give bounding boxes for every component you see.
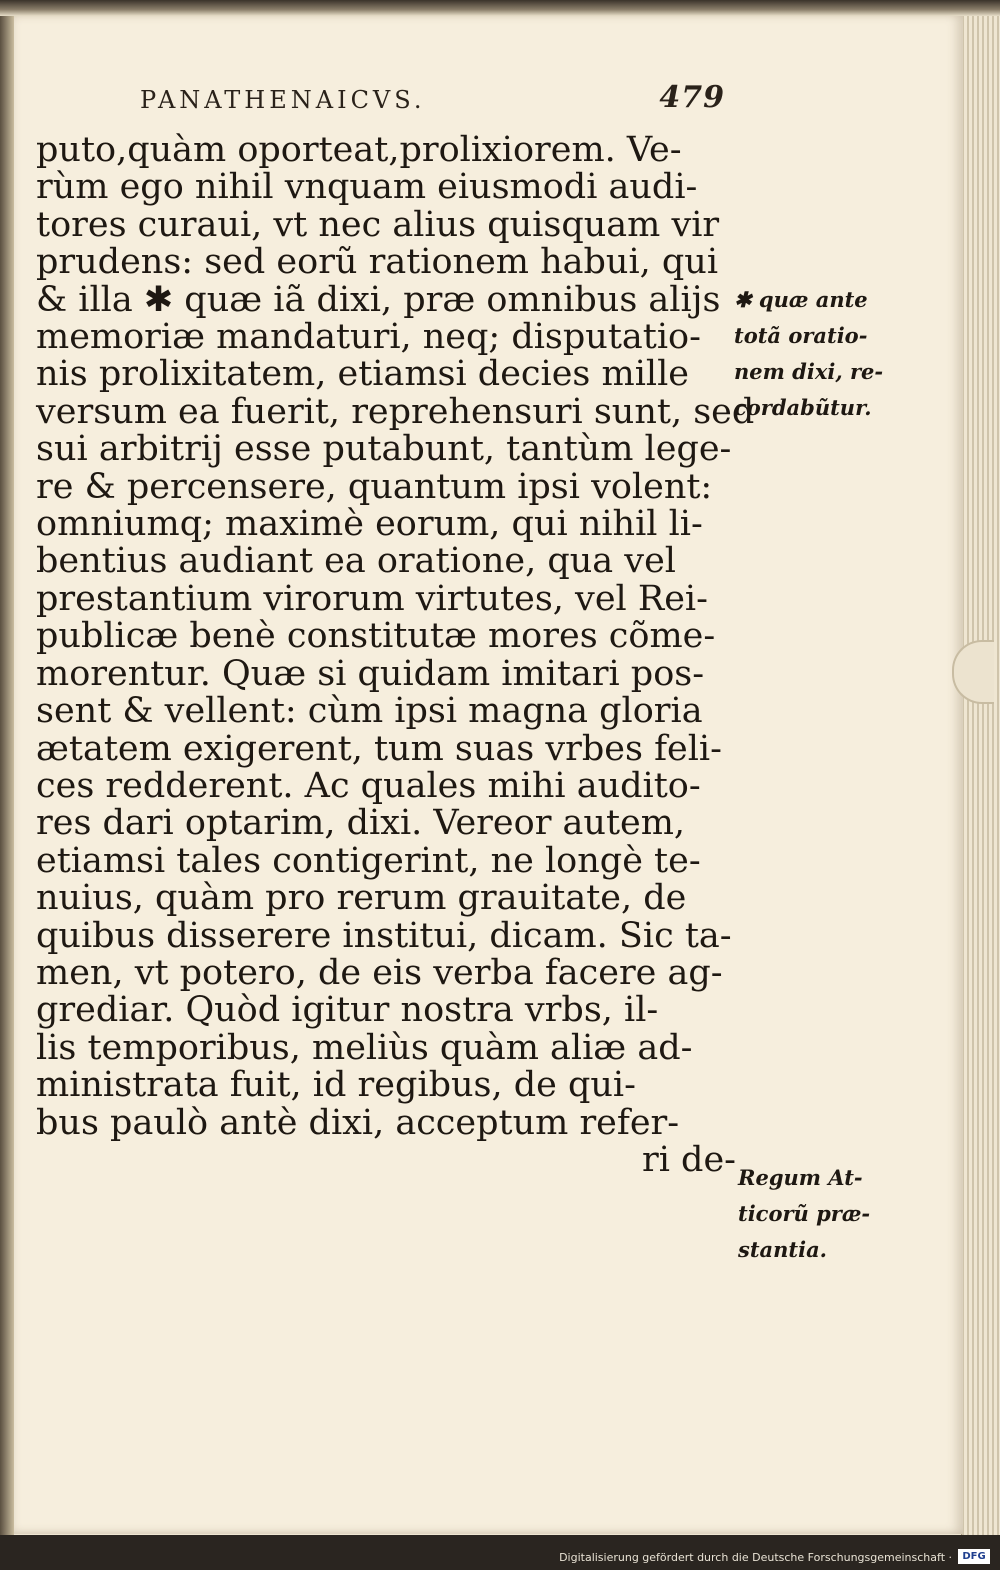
text-line: morentur. Quæ si quidam imitari pos- [36, 653, 705, 694]
page-stack-edge [961, 0, 1000, 1535]
text-line: ætatem exigerent, tum suas vrbes feli- [36, 728, 722, 769]
digitization-credit: Digitalisierung gefördert durch die Deutsche Forschungsgemeinschaft · [559, 1551, 952, 1564]
top-edge [0, 0, 1000, 16]
body-text [36, 130, 755, 1180]
text-line: lis temporibus, meliùs quàm aliæ ad- [36, 1027, 693, 1068]
margin-note-line: totã oratio- [734, 323, 868, 348]
text-line: memoriæ mandaturi, neq; disputatio- [36, 317, 701, 358]
margin-note-line: ticorũ præ- [738, 1201, 871, 1226]
text-line: nuius, quàm pro rerum grauitate, de [36, 878, 687, 919]
text-line: quibus disserere institui, dicam. Sic ta- [36, 915, 732, 956]
margin-note-line: stantia. [738, 1237, 827, 1262]
text-line: rùm ego nihil vnquam eiusmodi audi- [36, 167, 698, 208]
text-line: omniumq; maximè eorum, qui nihil li- [36, 504, 703, 545]
book-gutter [0, 0, 14, 1535]
text-line: sent & vellent: cùm ipsi magna gloria [36, 691, 703, 732]
margin-note-line: nem dixi, re- [734, 359, 884, 384]
text-line: etiamsi tales contigerint, ne longè te- [36, 840, 701, 881]
text-line: puto,quàm oporteat,prolixiorem. Ve- [36, 130, 682, 170]
margin-note-line: ✱ quæ ante [734, 287, 868, 312]
text-line: bentius audiant ea oratione, qua vel [36, 541, 676, 582]
dfg-logo: DFG [958, 1549, 990, 1564]
text-line: prudens: sed eorũ rationem habui, qui [36, 242, 719, 283]
text-line: ministrata fuit, id regibus, de qui- [36, 1065, 636, 1106]
text-line: & illa ✱ quæ iã dixi, præ omnibus alijs [36, 279, 721, 320]
catchword: ri de- [642, 1139, 736, 1180]
text-line: men, vt potero, de eis verba facere ag- [36, 952, 723, 993]
margin-note-kings [738, 1160, 870, 1268]
running-title: PANATHENAICVS. [140, 86, 426, 114]
text-line: ces redderent. Ac quales mihi audito- [36, 765, 701, 806]
text-line: sui arbitrij esse putabunt, tantùm lege- [36, 429, 732, 470]
margin-note-line: cordabũtur. [734, 395, 872, 420]
margin-note-memory [734, 282, 883, 426]
text-line: publicæ benè constitutæ mores cõme- [36, 616, 716, 657]
margin-note-line: Regum At- [738, 1165, 863, 1190]
text-line: nis prolixitatem, etiamsi decies mille [36, 354, 690, 395]
text-line: bus paulò antè dixi, acceptum refer- [36, 1102, 680, 1143]
text-line: prestantium virorum virtutes, vel Rei- [36, 578, 708, 619]
text-line: re & percensere, quantum ipsi volent: [36, 466, 713, 507]
page-number: 479 [659, 80, 725, 115]
text-line: versum ea fuerit, reprehensuri sunt, sed [36, 391, 755, 432]
text-line: tores curaui, vt nec alius quisquam vir [36, 204, 720, 245]
text-line: res dari optarim, dixi. Vereor autem, [36, 803, 686, 844]
text-line: grediar. Quòd igitur nostra vrbs, il- [36, 990, 659, 1031]
running-head [140, 80, 735, 120]
